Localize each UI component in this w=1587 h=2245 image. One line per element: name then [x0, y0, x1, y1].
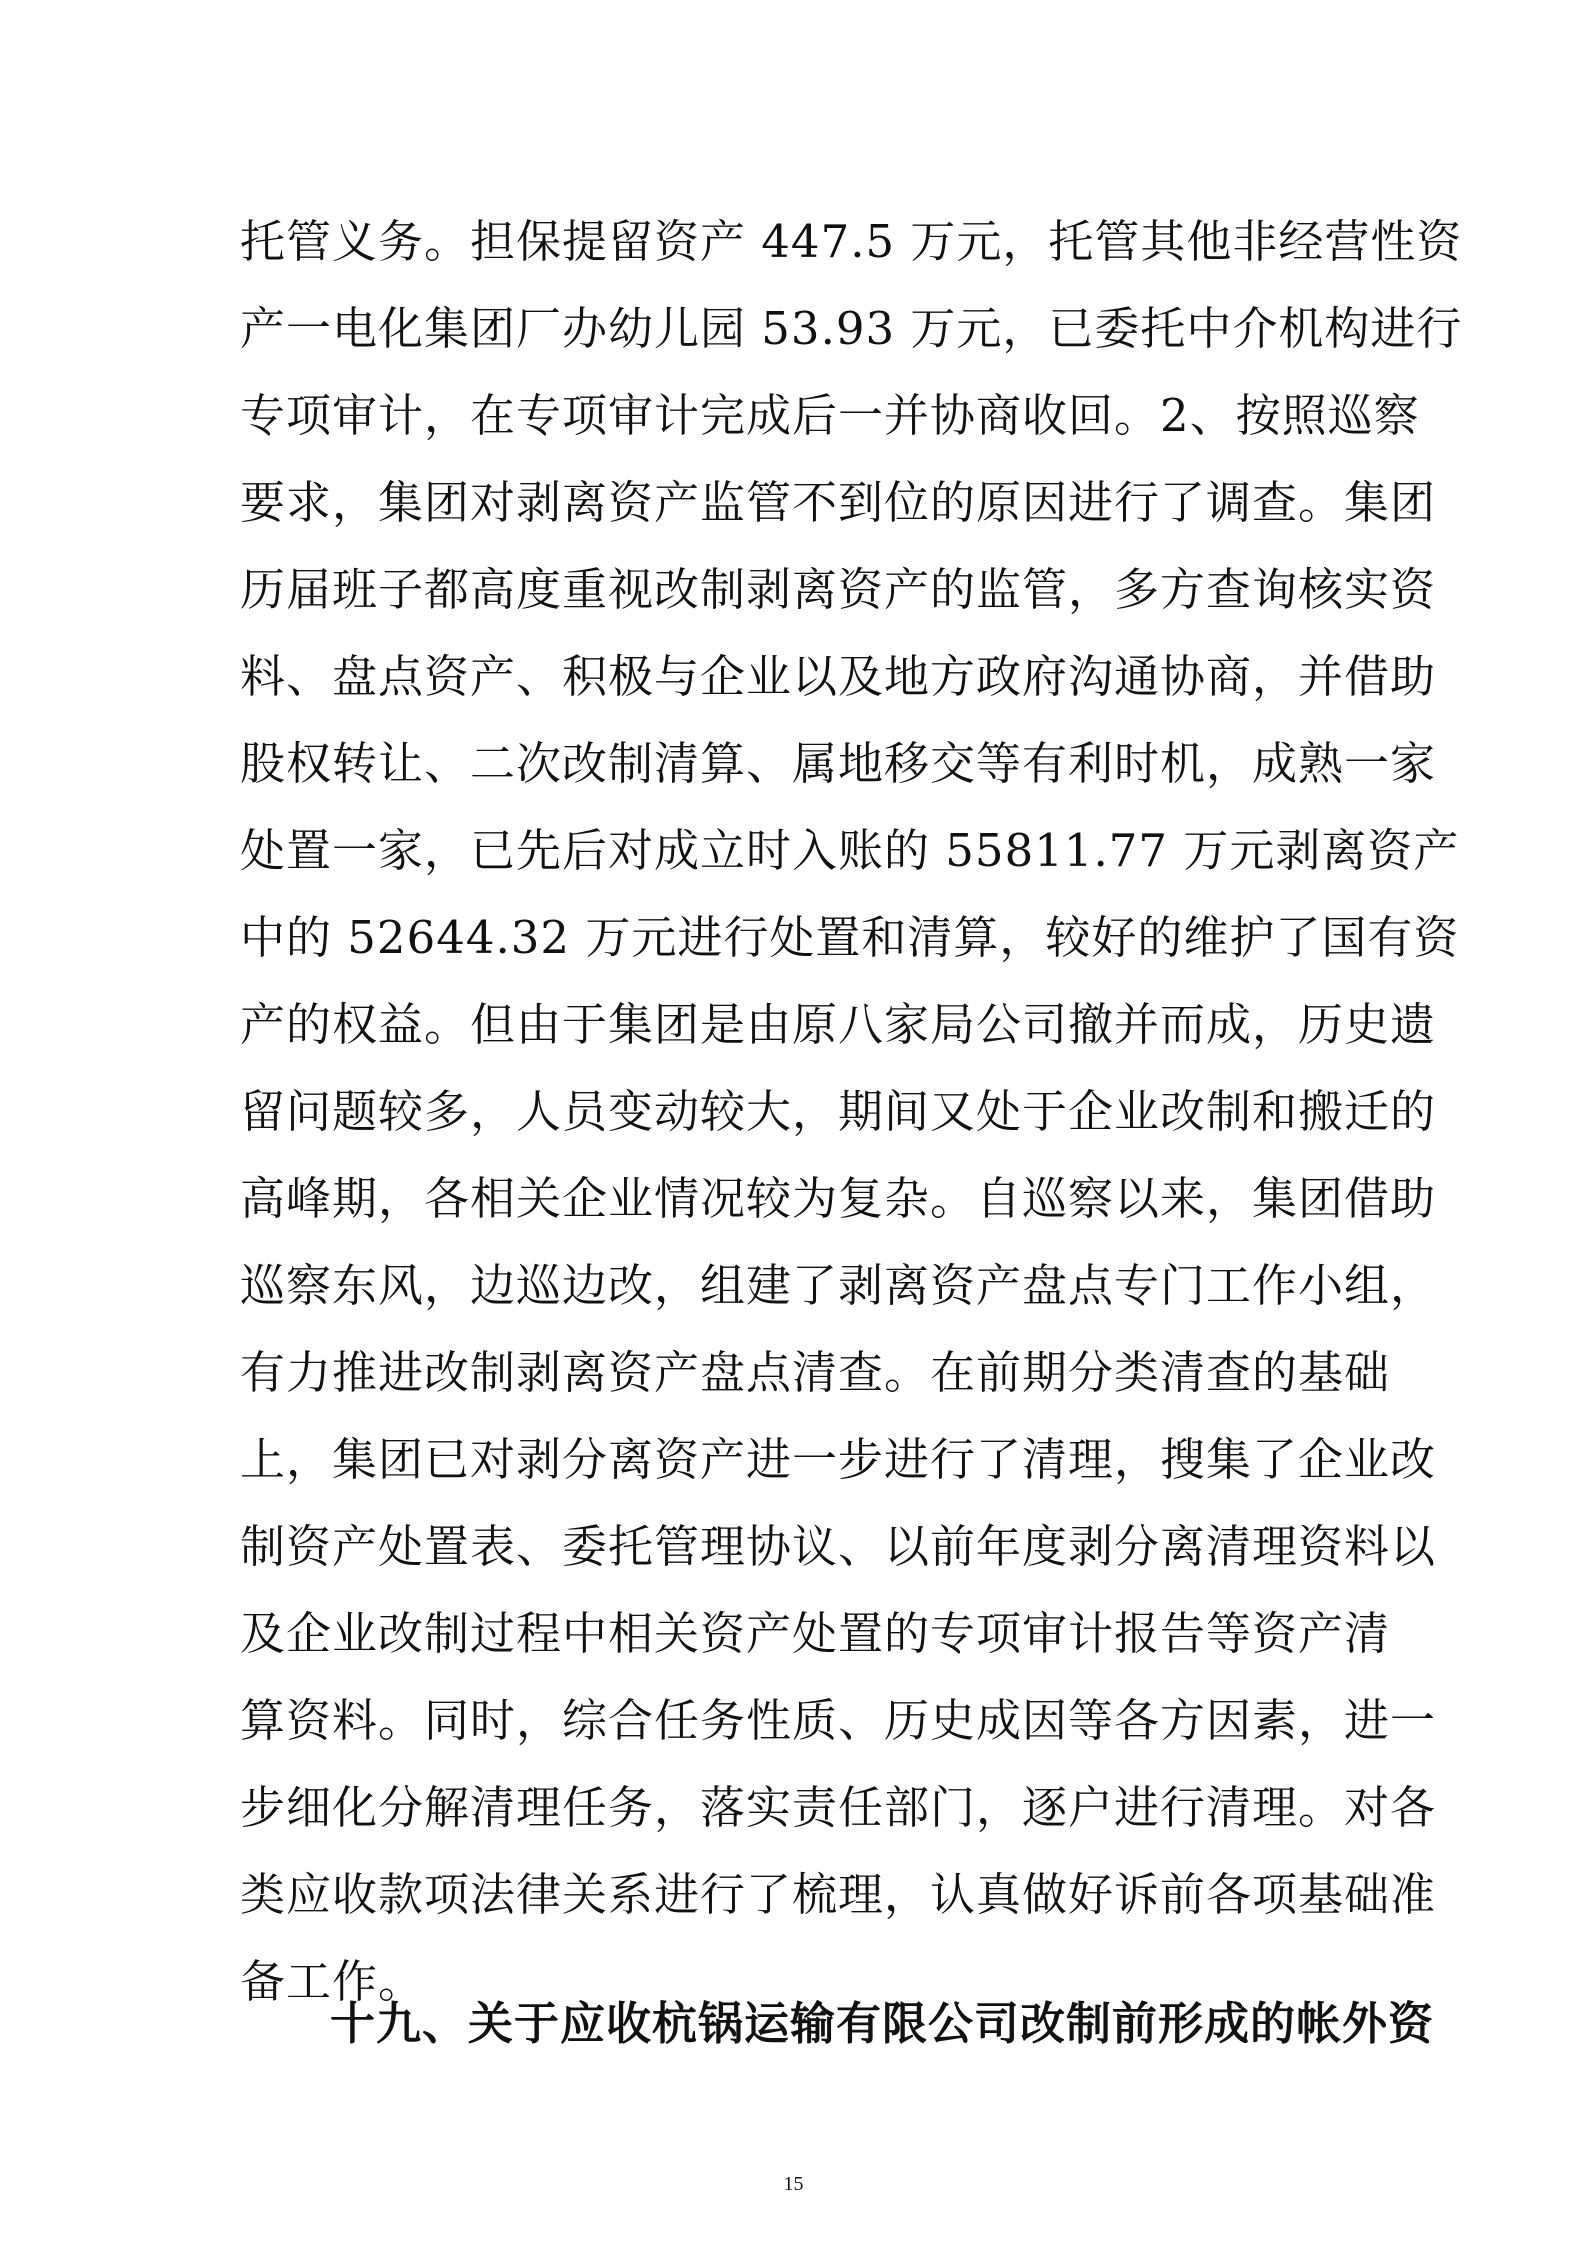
paragraph-line: 巡察东风，边巡边改，组建了剥离资产盘点专门工作小组，: [240, 1259, 1437, 1312]
paragraph-line: 及企业改制过程中相关资产处置的专项审计报告等资产清: [240, 1607, 1391, 1660]
paragraph-line: 历届班子都高度重视改制剥离资产的监管，多方查询核实资: [240, 563, 1437, 616]
paragraph-line: 托管义务。担保提留资产 447.5 万元，托管其他非经营性资: [240, 215, 1463, 268]
paragraph-line: 产一电化集团厂办幼儿园 53.93 万元，已委托中介机构进行: [240, 302, 1463, 355]
paragraph-line: 制资产处置表、委托管理协议、以前年度剥分离清理资料以: [240, 1520, 1437, 1573]
paragraph-line: 高峰期，各相关企业情况较为复杂。自巡察以来，集团借助: [240, 1172, 1437, 1225]
page-number: 15: [783, 2173, 804, 2195]
paragraph-line: 料、盘点资产、积极与企业以及地方政府沟通协商，并借助: [240, 650, 1437, 703]
paragraph-line: 产的权益。但由于集团是由原八家局公司撤并而成，历史遗: [240, 998, 1437, 1051]
paragraph-line: 算资料。同时，综合任务性质、历史成因等各方因素，进一: [240, 1694, 1437, 1747]
section-heading: 十九、关于应收杭锅运输有限公司改制前形成的帐外资: [330, 1997, 1435, 2050]
paragraph-line: 备工作。: [240, 1955, 425, 2008]
paragraph-line: 要求，集团对剥离资产监管不到位的原因进行了调查。集团: [240, 476, 1437, 529]
paragraph-line: 处置一家，已先后对成立时入账的 55811.77 万元剥离资产: [240, 824, 1460, 877]
paragraph-line: 步细化分解清理任务，落实责任部门，逐户进行清理。对各: [240, 1781, 1437, 1834]
paragraph-line: 有力推进改制剥离资产盘点清查。在前期分类清查的基础: [240, 1346, 1391, 1399]
paragraph-line: 留问题较多，人员变动较大，期间又处于企业改制和搬迁的: [240, 1085, 1437, 1138]
paragraph-line: 专项审计，在专项审计完成后一并协商收回。2、按照巡察: [240, 389, 1420, 442]
paragraph-line: 上，集团已对剥分离资产进一步进行了清理，搜集了企业改: [240, 1433, 1437, 1486]
paragraph-line: 类应收款项法律关系进行了梳理，认真做好诉前各项基础准: [240, 1868, 1437, 1921]
paragraph-line: 股权转让、二次改制清算、属地移交等有利时机，成熟一家: [240, 737, 1437, 790]
paragraph-line: 中的 52644.32 万元进行处置和清算，较好的维护了国有资: [240, 911, 1460, 964]
